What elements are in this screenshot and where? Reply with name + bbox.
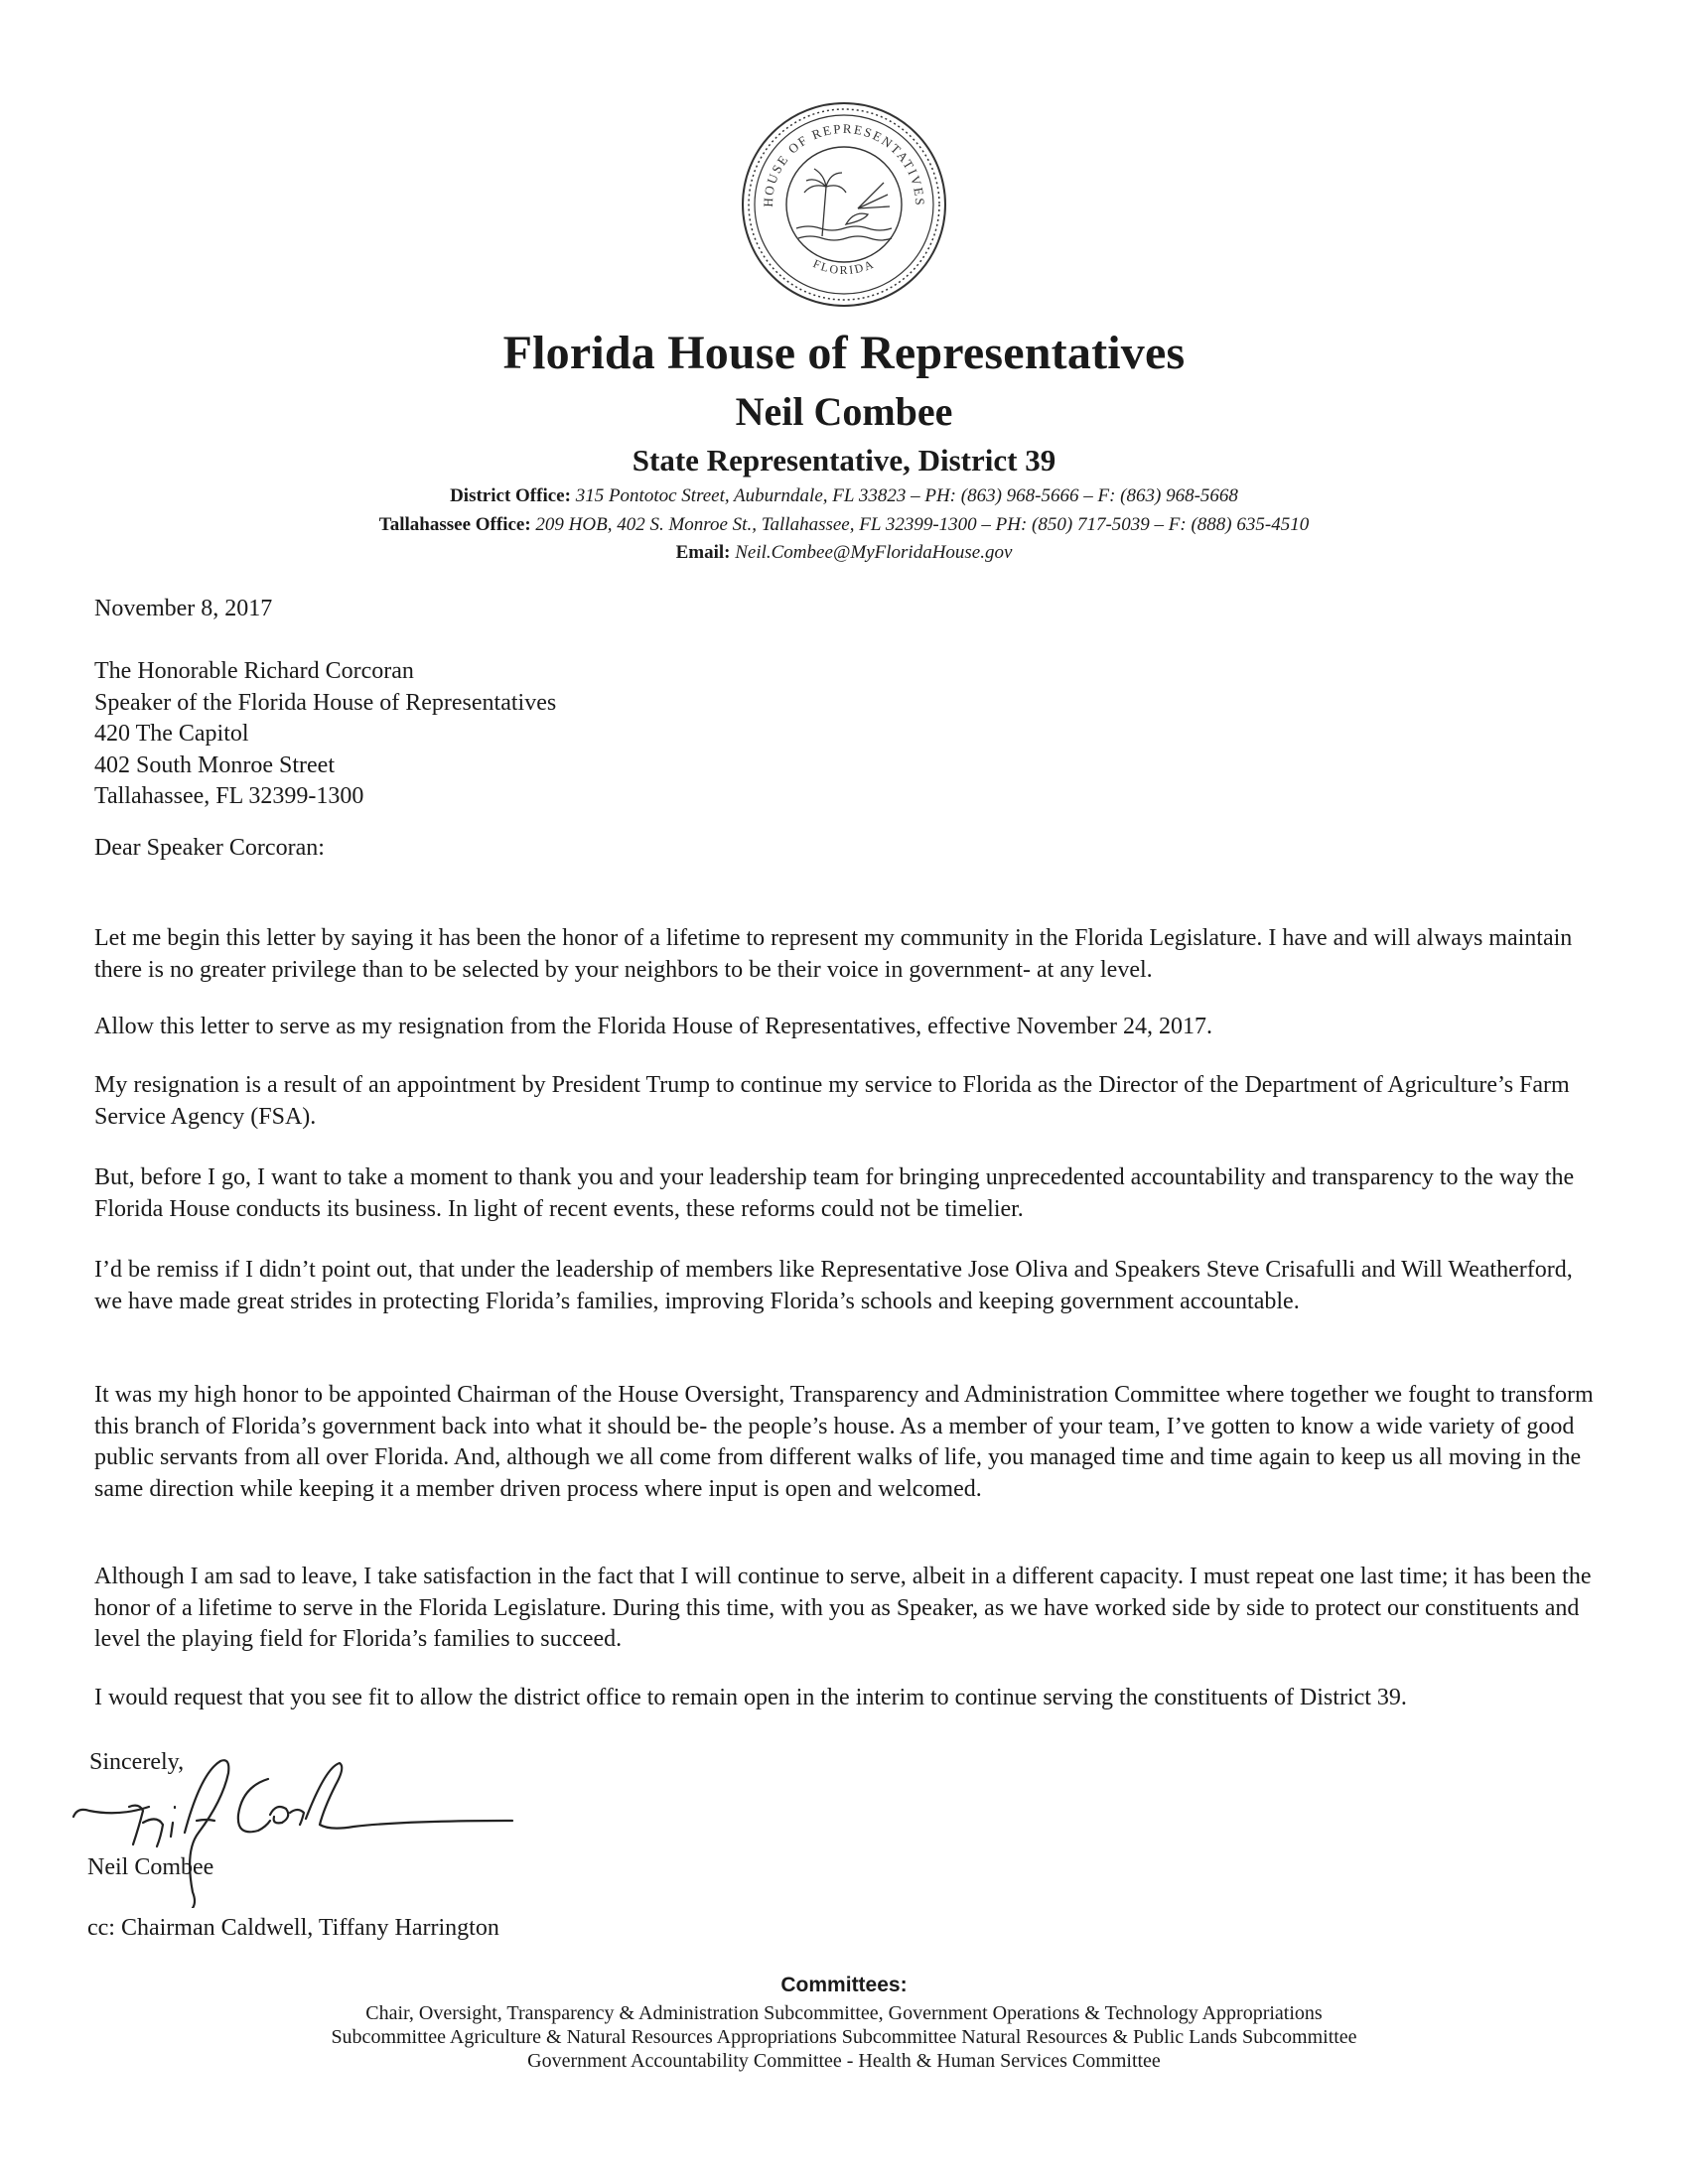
svg-text:HOUSE OF REPRESENTATIVES: [761, 121, 927, 207]
body-paragraph: I’d be remiss if I didn’t point out, that under the leadership of members like Representative Jose Oliva and Speakers Steve Crisafulli and Will Weatherford, we have made great strides in protecting Florida’s families, improving Florida’s schools and keeping government accountable.: [94, 1257, 1573, 1314]
district-office-line: [0, 484, 1688, 507]
district-office-value: 315 Pontotoc Street, Auburndale, FL 33823 – PH: (863) 968-5666 – F: (863) 968-5668: [575, 485, 1238, 506]
seal-top-text: HOUSE OF REPRESENTATIVES: [760, 120, 928, 207]
cc-line: cc: Chairman Caldwell, Tiffany Harrington: [87, 1915, 499, 1941]
committees-list: [0, 2001, 1688, 2073]
recipient-line: 402 South Monroe Street: [94, 751, 335, 778]
organization-heading: Florida House of Representatives: [502, 327, 1186, 379]
member-title-heading: State Representative, District 39: [632, 443, 1056, 478]
body-paragraph: My resignation is a result of an appointment by President Trump to continue my service to Florida as the Director of the Department of Agriculture’s Farm Service Agency (FSA).: [94, 1072, 1570, 1130]
body-paragraph: It was my high honor to be appointed Chairman of the House Oversight, Transparency and Administration Committee where together we fought to transform this branch of Florida’s government back into what it should be- the people’s house. As a member of your team, I’ve gotten to know a wide variety of good public servants from all over Florida. And, although we all come from different walks of life, you managed time and time again to keep us all moving in the same direction while keeping it a member driven process where input is open and welcomed.: [94, 1382, 1594, 1502]
body-paragraph: But, before I go, I want to take a moment to thank you and your leadership team for bringing unprecedented accountability and transparency to the way the Florida House conducts its business. In light of recent events, these reforms could not be timelier.: [94, 1164, 1575, 1222]
committee-line: Chair, Oversight, Transparency & Administration Subcommittee, Government Operations & Technology Appropriations: [365, 2002, 1323, 2024]
tallahassee-office-label: Tallahassee Office:: [378, 514, 531, 535]
recipient-line: Speaker of the Florida House of Representatives: [94, 689, 557, 716]
recipient-line: 420 The Capitol: [94, 721, 249, 747]
email-label: Email:: [675, 542, 731, 563]
salutation: Dear Speaker Corcoran:: [94, 835, 325, 861]
svg-text:FLORIDA: [811, 256, 877, 277]
body-paragraph: Allow this letter to serve as my resignation from the Florida House of Representatives, effective November 24, 2017.: [94, 1014, 1212, 1039]
closing: Sincerely,: [89, 1749, 185, 1775]
recipient-address: [94, 656, 1599, 813]
email-line: [0, 541, 1688, 564]
signer-name: Neil Combee: [87, 1854, 214, 1880]
committees-heading: Committees:: [780, 1974, 908, 1996]
recipient-line: The Honorable Richard Corcoran: [94, 658, 414, 684]
tallahassee-office-value: 209 HOB, 402 S. Monroe St., Tallahassee, FL 32399-1300 – PH: (850) 717-5039 – F: (888) 635-4510: [535, 514, 1310, 535]
member-name-heading: Neil Combee: [735, 389, 953, 434]
body-paragraph: I would request that you see fit to allow the district office to remain open in the interim to continue serving the constituents of District 39.: [94, 1685, 1407, 1710]
committee-line: Government Accountability Committee - Health & Human Services Committee: [527, 2050, 1161, 2072]
body-paragraph: Although I am sad to leave, I take satisfaction in the fact that I will continue to serve, albeit in a different capacity. I must repeat one last time; it has been the honor of a lifetime to serve in the Florida Legislature. During this time, with you as Speaker, as we have worked side by side to protect our constituents and level the playing field for Florida’s families to succeed.: [94, 1564, 1592, 1652]
committee-line: Subcommittee Agriculture & Natural Resources Appropriations Subcommittee Natural Resources & Public Lands Subcommittee: [331, 2026, 1357, 2048]
tallahassee-office-line: [0, 513, 1688, 536]
recipient-line: Tallahassee, FL 32399-1300: [94, 783, 364, 809]
district-office-label: District Office:: [450, 485, 571, 506]
letter-date: November 8, 2017: [94, 596, 273, 621]
handwritten-signature: [60, 1749, 576, 1908]
seal-bottom-text: FLORIDA: [810, 256, 878, 278]
body-paragraph: Let me begin this letter by saying it has been the honor of a lifetime to represent my community in the Florida Legislature. I have and will always maintain there is no greater privilege than to be selected by your neighbors to be their voice in government- at any level.: [94, 925, 1573, 983]
house-seal-logo: [739, 99, 949, 310]
email-value: Neil.Combee@MyFloridaHouse.gov: [735, 542, 1013, 563]
